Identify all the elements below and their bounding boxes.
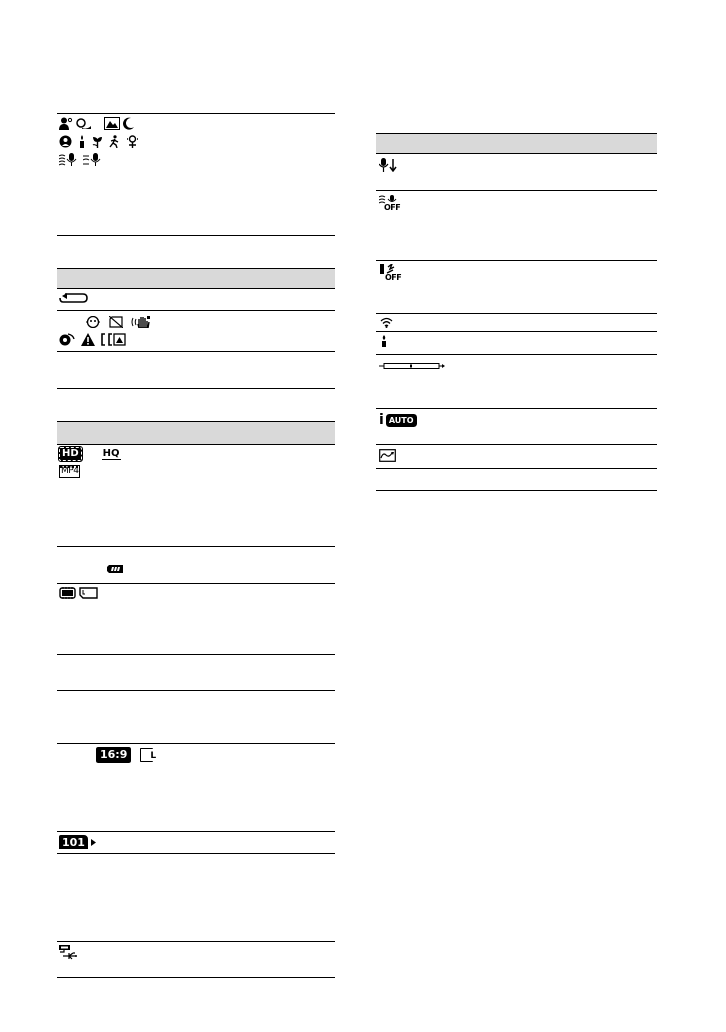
aspect-16-9-icon: 16:9	[96, 747, 131, 763]
divider	[376, 354, 657, 355]
hd-quality-icon: HD	[59, 447, 82, 461]
image-size-icon	[140, 748, 156, 762]
wifi-icon	[380, 317, 393, 328]
divider	[57, 853, 335, 854]
scene-icons-row-1	[59, 117, 135, 130]
flash-off-icon	[379, 264, 401, 281]
divider	[57, 235, 335, 236]
folder-number-label: 101	[59, 835, 88, 849]
warning-icons-row-2	[59, 333, 127, 346]
macro-icon	[92, 135, 103, 148]
quality-icons	[59, 447, 121, 461]
card-off-icon	[109, 316, 123, 328]
divider	[376, 444, 657, 445]
divider	[376, 260, 657, 261]
divider	[376, 313, 657, 314]
divider	[376, 190, 657, 191]
divider	[376, 468, 657, 469]
divider	[57, 583, 335, 584]
divider	[57, 351, 335, 352]
wind-noise-icon	[59, 153, 79, 166]
folder-icon	[59, 835, 96, 849]
battery-icon	[107, 565, 124, 573]
section-header-band	[376, 133, 657, 154]
spotlight-icon	[59, 135, 72, 148]
divider	[57, 113, 335, 114]
info-i-icon: i	[379, 412, 384, 428]
play-arrow-icon	[91, 839, 96, 846]
mp4-label: MP4	[61, 466, 79, 476]
frame-icon	[101, 333, 127, 346]
scene-icons-row-2	[59, 135, 139, 148]
wind-off-icon	[379, 195, 401, 212]
divider	[57, 743, 335, 744]
divider	[376, 408, 657, 409]
gps-warning-icon	[59, 333, 75, 346]
flash-off-label: OFF	[385, 273, 402, 282]
divider	[57, 388, 335, 389]
candle-icon	[78, 135, 86, 148]
manual-slider-icon	[379, 361, 445, 371]
video-light-icon	[380, 335, 388, 347]
twilight-icon	[123, 117, 135, 130]
alert-icon	[81, 333, 95, 346]
divider	[57, 546, 335, 547]
divider	[376, 490, 657, 491]
beach-icon	[126, 135, 139, 148]
mp4-icon	[59, 465, 80, 478]
portrait-icon	[59, 117, 73, 130]
sports-icon	[109, 135, 120, 148]
scene-icons-row-3	[59, 153, 103, 166]
divider	[57, 941, 335, 942]
mic-level-icon	[379, 158, 397, 172]
internal-memory-icon	[59, 587, 76, 599]
intelligent-auto-icon	[379, 413, 417, 427]
scene-wave-icon	[379, 449, 396, 462]
landscape-icon	[104, 117, 120, 130]
section-header-band	[57, 268, 335, 289]
memory-card-icon	[79, 587, 98, 599]
hq-quality-icon: HQ	[102, 448, 120, 459]
wind-off-label: OFF	[384, 203, 401, 212]
repeat-icon	[59, 292, 89, 304]
warning-icons-row-1	[85, 316, 151, 328]
divider	[57, 690, 335, 691]
image-size-label: L	[150, 751, 157, 761]
section-header-band	[57, 421, 335, 445]
iauto-label: AUTO	[386, 414, 417, 427]
wind-reduction-icon	[83, 153, 103, 166]
face-detect-icon	[85, 316, 101, 328]
media-icons	[59, 587, 98, 599]
divider	[57, 654, 335, 655]
divider	[376, 331, 657, 332]
baby-icon	[76, 117, 92, 130]
camera-shake-icon	[131, 316, 151, 328]
divider	[57, 831, 335, 832]
divider	[57, 977, 335, 978]
usb-connect-icon	[59, 945, 77, 960]
divider	[57, 310, 335, 311]
aspect-icons	[96, 747, 156, 763]
